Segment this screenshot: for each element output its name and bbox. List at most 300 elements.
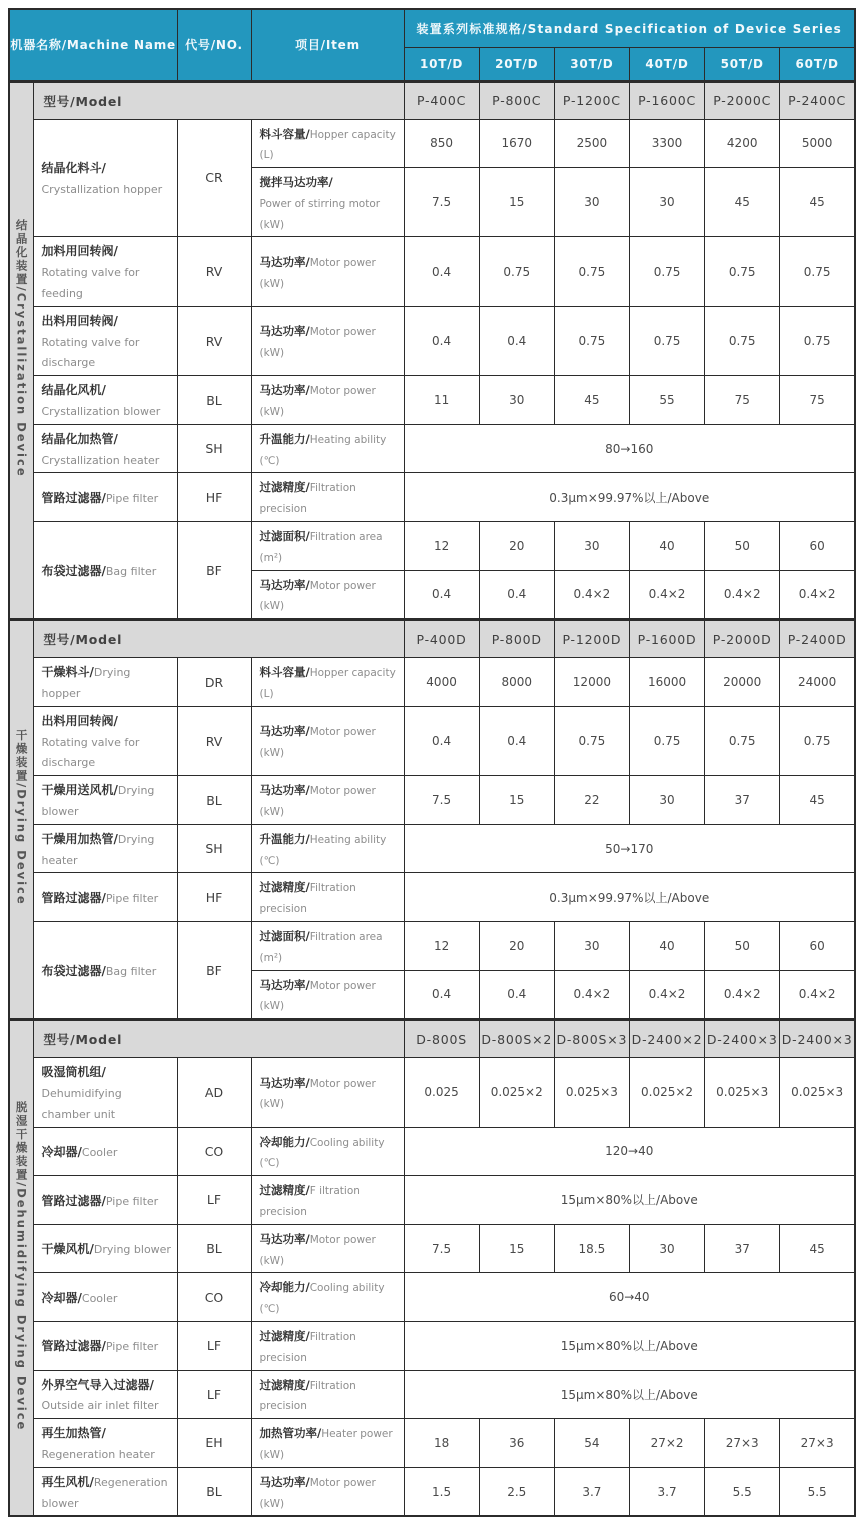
- value-cell: 0.4: [404, 306, 479, 375]
- machine-name-cell: [33, 1127, 177, 1176]
- item-label-cell-cn: 升温能力/: [259, 831, 310, 846]
- item-label-cell-en: Filtration precision: [259, 1330, 356, 1364]
- machine-code-cell: BF: [177, 922, 251, 1020]
- value-cell: 7.5: [404, 776, 479, 825]
- table-row: [9, 824, 855, 873]
- value-cell: 0.025×2: [479, 1058, 554, 1127]
- table-header: [9, 9, 855, 81]
- machine-name-cell: [33, 1273, 177, 1322]
- item-label-cell-en: Filtration precision: [259, 882, 356, 916]
- item-label-cell: [251, 424, 404, 473]
- value-cell: 1670: [479, 119, 554, 168]
- item-label-cell: [251, 922, 404, 971]
- machine-name-cell-cn: 加料用回转阀/: [41, 244, 118, 259]
- item-label-cell-cn: 马达功率/: [259, 1231, 310, 1246]
- machine-code-cell: RV: [177, 706, 251, 775]
- value-cell: 0.4×2: [705, 970, 780, 1020]
- item-label-cell-cn: 过滤精度/: [259, 1328, 310, 1343]
- machine-name-cell: [33, 706, 177, 775]
- value-cell: 75: [780, 376, 855, 425]
- model-value-cell: P-2000C: [705, 81, 780, 119]
- machine-name-cell: [33, 776, 177, 825]
- item-label-cell-en: Cooling ability (℃): [259, 1136, 385, 1170]
- item-label-cell: [251, 776, 404, 825]
- item-label-cell-en: Heating ability (℃): [259, 433, 387, 467]
- value-cell: 30: [554, 922, 629, 971]
- machine-name-cell: [33, 1176, 177, 1225]
- item-label-cell-en: Hopper capacity (L): [259, 667, 396, 701]
- machine-name-cell-cn: 干燥用送风机/: [41, 783, 118, 798]
- machine-name-cell-en: Rotating valve for discharge: [41, 335, 140, 370]
- machine-name-cell-en: Cooler: [81, 1145, 118, 1159]
- span-value-cell: 15μm×80%以上/Above: [404, 1370, 855, 1419]
- model-value-cell: P-800C: [479, 81, 554, 119]
- machine-name-cell: [33, 1419, 177, 1468]
- value-cell: 60: [780, 922, 855, 971]
- item-label-cell-en: Motor power (kW): [259, 579, 376, 613]
- value-cell: 3300: [629, 119, 704, 168]
- model-value-cell: P-1200D: [554, 620, 629, 658]
- machine-name-cell: [33, 522, 177, 620]
- item-label-cell-cn: 马达功率/: [259, 724, 310, 739]
- machine-code-cell: CO: [177, 1127, 251, 1176]
- value-cell: 27×3: [780, 1419, 855, 1468]
- value-cell: 0.75: [479, 237, 554, 306]
- item-label-cell: [251, 1224, 404, 1273]
- machine-name-cell: [33, 1467, 177, 1516]
- machine-name-cell: [33, 237, 177, 306]
- value-cell: 0.4×2: [705, 570, 780, 620]
- machine-name-cell: [33, 1321, 177, 1370]
- header-series-column: 60T/D: [780, 47, 855, 81]
- model-value-cell: P-2400C: [780, 81, 855, 119]
- value-cell: 850: [404, 119, 479, 168]
- item-label-cell: [251, 1321, 404, 1370]
- table-body: [9, 81, 855, 1516]
- item-label-cell-en: Motor power (kW): [259, 1233, 376, 1267]
- machine-name-cell-cn: 外界空气导入过滤器/: [41, 1377, 154, 1392]
- machine-name-cell-en: Crystallization hopper: [41, 182, 163, 196]
- span-value-cell: 15μm×80%以上/Above: [404, 1321, 855, 1370]
- machine-name-cell-en: Pipe filter: [105, 891, 159, 905]
- value-cell: 22: [554, 776, 629, 825]
- value-cell: 3.7: [554, 1467, 629, 1516]
- header-series-column: 30T/D: [554, 47, 629, 81]
- model-row: [9, 620, 855, 658]
- section-name: 干燥装置/Drying Device: [14, 729, 29, 907]
- model-value-cell: D-2400×3: [705, 1020, 780, 1058]
- item-label-cell: [251, 824, 404, 873]
- value-cell: 60: [780, 522, 855, 571]
- machine-name-cell-cn: 结晶化加热管/: [41, 431, 118, 446]
- machine-name-cell-en: Outside air inlet filter: [41, 1399, 159, 1413]
- item-label-cell-cn: 马达功率/: [259, 977, 310, 992]
- item-label-cell-en: Motor power (kW): [259, 1476, 376, 1510]
- value-cell: 11: [404, 376, 479, 425]
- header-series-column: 10T/D: [404, 47, 479, 81]
- item-label-cell-en: F iltration precision: [259, 1185, 360, 1218]
- item-label-cell-en: Heater power (kW): [259, 1428, 393, 1461]
- value-cell: 12: [404, 922, 479, 971]
- table-row: [9, 473, 855, 522]
- item-label-cell: [251, 119, 404, 168]
- span-value-cell: 60→40: [404, 1273, 855, 1322]
- value-cell: 50: [705, 922, 780, 971]
- item-label-cell-en: Motor power (kW): [259, 785, 376, 819]
- item-label-cell-cn: 过滤精度/: [259, 1183, 310, 1198]
- machine-name-cell-en: Dehumidifying chamber unit: [41, 1086, 122, 1121]
- value-cell: 36: [479, 1419, 554, 1468]
- model-value-cell: D-2400×2: [629, 1020, 704, 1058]
- header-series-title: 装置系列标准规格/Standard Specification of Device Series: [404, 9, 855, 47]
- value-cell: 0.4×2: [554, 970, 629, 1020]
- value-cell: 2.5: [479, 1467, 554, 1516]
- machine-name-cell: [33, 824, 177, 873]
- table-row: [9, 922, 855, 971]
- machine-name-cell-cn: 出料用回转阀/: [41, 713, 118, 728]
- table-row: [9, 424, 855, 473]
- value-cell: 0.4×2: [780, 570, 855, 620]
- value-cell: 40: [629, 522, 704, 571]
- item-label-cell-en: Motor power (kW): [259, 326, 376, 360]
- header-row-1: [9, 9, 855, 47]
- value-cell: 5000: [780, 119, 855, 168]
- machine-name-cell: [33, 1370, 177, 1419]
- machine-code-cell: HF: [177, 873, 251, 922]
- item-label-cell-cn: 马达功率/: [259, 783, 310, 798]
- item-label-cell-en: Motor power (kW): [259, 979, 376, 1013]
- machine-name-cell-cn: 吸湿筒机组/: [41, 1065, 106, 1080]
- value-cell: 20: [479, 522, 554, 571]
- machine-code-cell: HF: [177, 473, 251, 522]
- machine-name-cell-cn: 干燥风机/: [41, 1242, 94, 1257]
- machine-code-cell: BL: [177, 776, 251, 825]
- value-cell: 37: [705, 776, 780, 825]
- value-cell: 0.75: [705, 706, 780, 775]
- value-cell: 54: [554, 1419, 629, 1468]
- value-cell: 0.75: [780, 237, 855, 306]
- item-label-cell: [251, 1127, 404, 1176]
- table-row: [9, 306, 855, 375]
- model-value-cell: P-800D: [479, 620, 554, 658]
- machine-code-cell: AD: [177, 1058, 251, 1127]
- item-label-cell: [251, 1467, 404, 1516]
- item-label-cell-en: Filtration area (m²): [259, 531, 383, 564]
- machine-name-cell: [33, 873, 177, 922]
- value-cell: 0.75: [554, 706, 629, 775]
- value-cell: 40: [629, 922, 704, 971]
- item-label-cell: [251, 376, 404, 425]
- item-label-cell: [251, 706, 404, 775]
- machine-code-cell: DR: [177, 658, 251, 707]
- value-cell: 0.025×3: [705, 1058, 780, 1127]
- machine-name-cell-en: Crystallization heater: [41, 453, 160, 467]
- item-label-cell-en: Motor power (kW): [259, 256, 376, 290]
- value-cell: 0.4: [479, 970, 554, 1020]
- model-row: [9, 81, 855, 119]
- value-cell: 0.4: [404, 706, 479, 775]
- machine-code-cell: SH: [177, 824, 251, 873]
- machine-name-cell-cn: 管路过滤器/: [41, 890, 106, 905]
- model-value-cell: P-2000D: [705, 620, 780, 658]
- value-cell: 0.75: [629, 237, 704, 306]
- table-row: [9, 1370, 855, 1419]
- machine-name-cell-cn: 再生风机/: [41, 1474, 94, 1489]
- machine-code-cell: RV: [177, 237, 251, 306]
- item-label-cell-en: Motor power (kW): [259, 1077, 376, 1111]
- machine-code-cell: LF: [177, 1176, 251, 1225]
- machine-code-cell: RV: [177, 306, 251, 375]
- machine-name-cell-en: Drying blower: [41, 784, 155, 819]
- value-cell: 16000: [629, 658, 704, 707]
- item-label-cell-cn: 过滤精度/: [259, 880, 310, 895]
- item-label-cell-en: Power of stirring motor (kW): [259, 197, 381, 231]
- machine-name-cell-en: Cooler: [81, 1291, 118, 1305]
- table-row: [9, 119, 855, 168]
- machine-name-cell: [33, 376, 177, 425]
- item-label-cell: [251, 168, 404, 237]
- item-label-cell-cn: 料斗容量/: [259, 126, 310, 141]
- model-value-cell: P-1600C: [629, 81, 704, 119]
- item-label-cell-en: Motor power (kW): [259, 726, 376, 760]
- item-label-cell-cn: 冷却能力/: [259, 1134, 310, 1149]
- machine-name-cell-en: Drying hopper: [41, 666, 131, 701]
- item-label-cell-en: Filtration precision: [259, 482, 356, 516]
- machine-name-cell-cn: 结晶化风机/: [41, 383, 106, 398]
- value-cell: 50: [705, 522, 780, 571]
- value-cell: 12: [404, 522, 479, 571]
- item-label-cell: [251, 658, 404, 707]
- machine-code-cell: LF: [177, 1370, 251, 1419]
- header-item: 项目/Item: [251, 9, 404, 81]
- item-label-cell-cn: 过滤精度/: [259, 1377, 310, 1392]
- value-cell: 0.025×3: [554, 1058, 629, 1127]
- machine-name-cell-cn: 管路过滤器/: [41, 1193, 106, 1208]
- machine-code-cell: EH: [177, 1419, 251, 1468]
- machine-name-cell-en: Rotating valve for discharge: [41, 735, 140, 770]
- header-no: 代号/NO.: [177, 9, 251, 81]
- item-label-cell-en: Heating ability (℃): [259, 833, 387, 867]
- machine-code-cell: CO: [177, 1273, 251, 1322]
- machine-name-cell-cn: 管路过滤器/: [41, 1339, 106, 1354]
- machine-name-cell-cn: 出料用回转阀/: [41, 313, 118, 328]
- machine-name-cell-cn: 冷却器/: [41, 1144, 82, 1159]
- model-value-cell: D-800S: [404, 1020, 479, 1058]
- value-cell: 18.5: [554, 1224, 629, 1273]
- value-cell: 0.4×2: [554, 570, 629, 620]
- machine-name-cell-en: Crystallization blower: [41, 405, 161, 419]
- header-series-column: 50T/D: [705, 47, 780, 81]
- model-value-cell: P-1200C: [554, 81, 629, 119]
- header-series-column: 20T/D: [479, 47, 554, 81]
- value-cell: 5.5: [705, 1467, 780, 1516]
- item-label-cell: [251, 306, 404, 375]
- value-cell: 4000: [404, 658, 479, 707]
- item-label-cell-cn: 过滤面积/: [259, 929, 310, 943]
- machine-name-cell-cn: 布袋过滤器/: [41, 563, 106, 578]
- value-cell: 0.4: [479, 570, 554, 620]
- machine-name-cell-en: Regeneration heater: [41, 1447, 155, 1461]
- value-cell: 37: [705, 1224, 780, 1273]
- table-row: [9, 1224, 855, 1273]
- item-label-cell-en: Filtration area (m²): [259, 931, 383, 964]
- value-cell: 15: [479, 168, 554, 237]
- value-cell: 0.75: [705, 237, 780, 306]
- value-cell: 45: [554, 376, 629, 425]
- item-label-cell: [251, 570, 404, 620]
- machine-name-cell-cn: 干燥用加热管/: [41, 831, 118, 846]
- machine-name-cell: [33, 119, 177, 237]
- model-value-cell: P-400D: [404, 620, 479, 658]
- value-cell: 0.75: [554, 237, 629, 306]
- value-cell: 15: [479, 776, 554, 825]
- section-label-vertical: [9, 81, 33, 620]
- machine-name-cell-en: Drying blower: [93, 1243, 171, 1257]
- table-row: [9, 376, 855, 425]
- item-label-cell-cn: 加热管功率/: [259, 1426, 322, 1441]
- table-row: [9, 776, 855, 825]
- value-cell: 20000: [705, 658, 780, 707]
- value-cell: 75: [705, 376, 780, 425]
- table-row: [9, 873, 855, 922]
- machine-name-cell-en: Pipe filter: [105, 1340, 159, 1354]
- machine-name-cell-cn: 再生加热管/: [41, 1426, 106, 1441]
- value-cell: 0.025: [404, 1058, 479, 1127]
- model-value-cell: D-800S×3: [554, 1020, 629, 1058]
- specification-table: [8, 8, 856, 1517]
- item-label-cell-en: Motor power (kW): [259, 385, 376, 419]
- item-label-cell-cn: 升温能力/: [259, 431, 310, 446]
- item-label-cell-cn: 马达功率/: [259, 1075, 310, 1090]
- machine-name-cell-cn: 冷却器/: [41, 1290, 82, 1305]
- machine-name-cell-cn: 干燥料斗/: [41, 665, 94, 680]
- table-row: [9, 706, 855, 775]
- section-label-vertical: [9, 1020, 33, 1517]
- item-label-cell-cn: 过滤面积/: [259, 529, 310, 544]
- machine-name-cell-en: Bag filter: [105, 564, 157, 578]
- section-name: 脱湿干燥装置/Dehumidifying Drying Device: [14, 1101, 29, 1432]
- model-label-cell: 型号/Model: [33, 620, 404, 658]
- machine-name-cell: [33, 922, 177, 1020]
- table-row: [9, 1058, 855, 1127]
- machine-name-cell: [33, 658, 177, 707]
- machine-name-cell: [33, 1224, 177, 1273]
- header-series-column: 40T/D: [629, 47, 704, 81]
- item-label-cell-en: Cooling ability (℃): [259, 1282, 385, 1316]
- value-cell: 18: [404, 1419, 479, 1468]
- value-cell: 4200: [705, 119, 780, 168]
- table-row: [9, 237, 855, 306]
- value-cell: 7.5: [404, 168, 479, 237]
- header-machine-name: 机器名称/Machine Name: [9, 9, 177, 81]
- table-row: [9, 1176, 855, 1225]
- machine-name-cell: [33, 1058, 177, 1127]
- value-cell: 0.025×3: [780, 1058, 855, 1127]
- value-cell: 24000: [780, 658, 855, 707]
- value-cell: 0.4: [404, 970, 479, 1020]
- model-value-cell: P-2400D: [780, 620, 855, 658]
- value-cell: 27×3: [705, 1419, 780, 1468]
- machine-name-cell-en: Regeneration blower: [41, 1475, 168, 1510]
- model-value-cell: P-400C: [404, 81, 479, 119]
- model-value-cell: P-1600D: [629, 620, 704, 658]
- value-cell: 45: [780, 168, 855, 237]
- value-cell: 15: [479, 1224, 554, 1273]
- machine-name-cell-cn: 结晶化料斗/: [41, 161, 106, 176]
- value-cell: 30: [554, 522, 629, 571]
- item-label-cell-cn: 马达功率/: [259, 254, 310, 269]
- item-label-cell-cn: 搅拌马达功率/: [259, 175, 333, 190]
- table-row: [9, 1273, 855, 1322]
- value-cell: 0.4×2: [780, 970, 855, 1020]
- machine-name-cell-en: Drying heater: [41, 832, 155, 867]
- item-label-cell-cn: 过滤精度/: [259, 480, 310, 495]
- model-label-cell: 型号/Model: [33, 1020, 404, 1058]
- machine-name-cell-en: Pipe filter: [105, 491, 159, 505]
- machine-name-cell-en: Bag filter: [105, 964, 157, 978]
- machine-code-cell: BF: [177, 522, 251, 620]
- value-cell: 0.4: [404, 237, 479, 306]
- span-value-cell: 0.3μm×99.97%以上/Above: [404, 473, 855, 522]
- value-cell: 0.4: [479, 306, 554, 375]
- item-label-cell: [251, 1058, 404, 1127]
- machine-name-cell-en: Rotating valve for feeding: [41, 266, 140, 301]
- value-cell: 30: [629, 1224, 704, 1273]
- item-label-cell: [251, 237, 404, 306]
- machine-code-cell: LF: [177, 1321, 251, 1370]
- model-label-cell: 型号/Model: [33, 81, 404, 119]
- table-row: [9, 1467, 855, 1516]
- item-label-cell: [251, 522, 404, 571]
- value-cell: 30: [479, 376, 554, 425]
- table-row: [9, 1127, 855, 1176]
- value-cell: 2500: [554, 119, 629, 168]
- machine-name-cell: [33, 424, 177, 473]
- table-row: [9, 522, 855, 571]
- item-label-cell: [251, 970, 404, 1020]
- value-cell: 0.4×2: [629, 570, 704, 620]
- value-cell: 7.5: [404, 1224, 479, 1273]
- value-cell: 45: [705, 168, 780, 237]
- value-cell: 45: [780, 1224, 855, 1273]
- value-cell: 1.5: [404, 1467, 479, 1516]
- span-value-cell: 80→160: [404, 424, 855, 473]
- value-cell: 30: [629, 776, 704, 825]
- item-label-cell-cn: 马达功率/: [259, 577, 310, 592]
- machine-code-cell: SH: [177, 424, 251, 473]
- machine-name-cell-en: Pipe filter: [105, 1194, 159, 1208]
- machine-name-cell-cn: 管路过滤器/: [41, 490, 106, 505]
- value-cell: 55: [629, 376, 704, 425]
- value-cell: 27×2: [629, 1419, 704, 1468]
- machine-name-cell: [33, 306, 177, 375]
- value-cell: 20: [479, 922, 554, 971]
- value-cell: 30: [554, 168, 629, 237]
- item-label-cell: [251, 873, 404, 922]
- item-label-cell-en: Hopper capacity (L): [259, 128, 396, 162]
- model-row: [9, 1020, 855, 1058]
- span-value-cell: 15μm×80%以上/Above: [404, 1176, 855, 1225]
- item-label-cell: [251, 1273, 404, 1322]
- item-label-cell-cn: 冷却能力/: [259, 1280, 310, 1295]
- value-cell: 0.75: [629, 706, 704, 775]
- item-label-cell: [251, 473, 404, 522]
- machine-name-cell: [33, 473, 177, 522]
- table-row: [9, 658, 855, 707]
- span-value-cell: 120→40: [404, 1127, 855, 1176]
- value-cell: 0.75: [629, 306, 704, 375]
- span-value-cell: 50→170: [404, 824, 855, 873]
